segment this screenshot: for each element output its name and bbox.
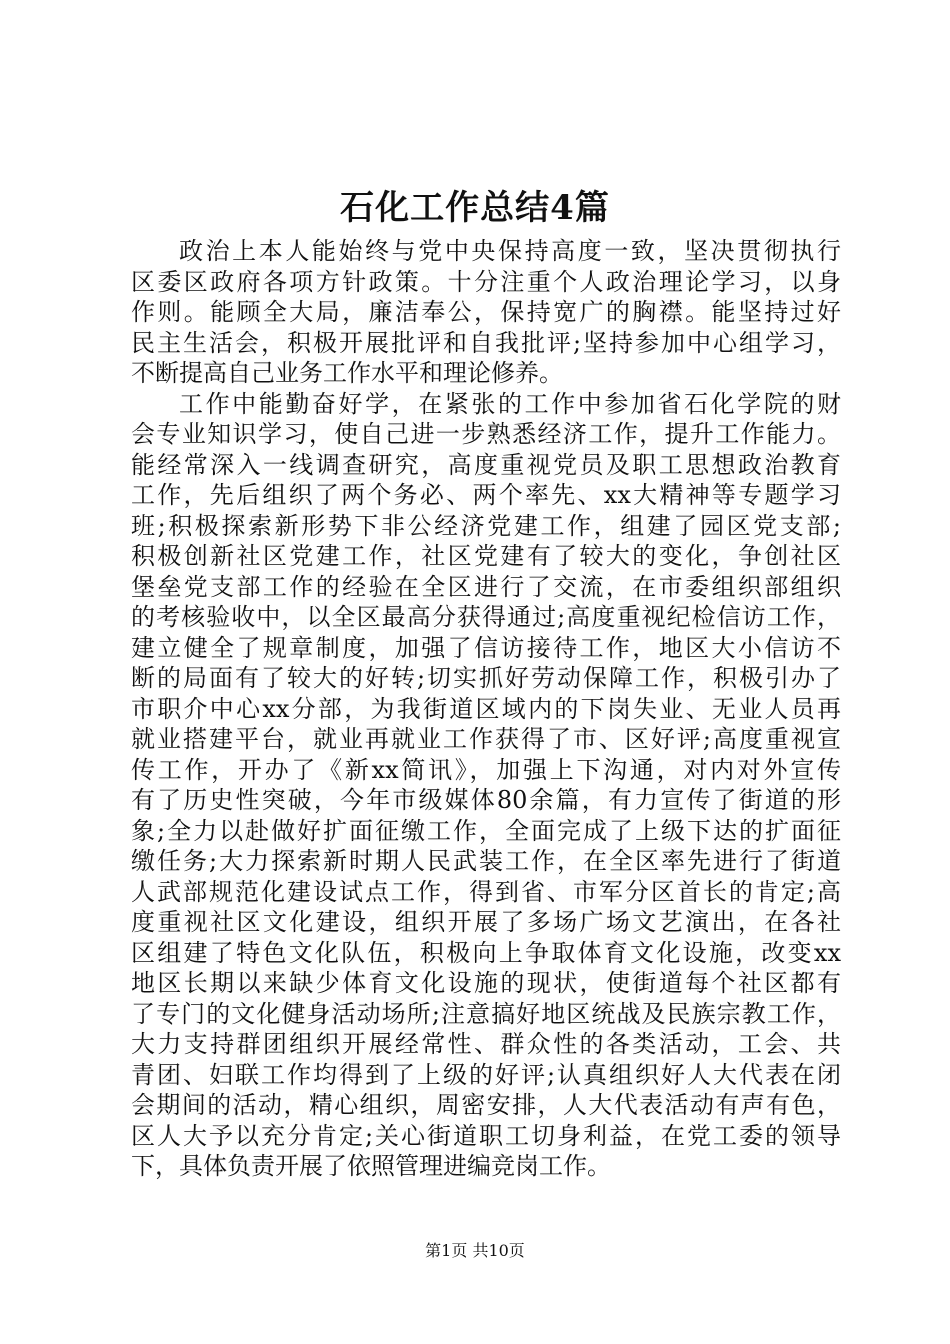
text-line: 人武部规范化建设试点工作，得到省、市军分区首长的肯定;高 bbox=[131, 877, 841, 906]
document-title: 石化工作总结4篇 bbox=[340, 188, 610, 228]
text-line: 象;全力以赴做好扩面征缴工作，全面完成了上级下达的扩面征 bbox=[131, 816, 841, 845]
text-line: 度重视社区文化建设，组织开展了多场广场文艺演出，在各社 bbox=[131, 908, 841, 936]
text-line: 就业搭建平台，就业再就业工作获得了市、区好评;高度重视宣 bbox=[131, 725, 841, 753]
text-line: 能经常深入一线调查研究，高度重视党员及职工思想政治教育 bbox=[131, 450, 841, 479]
text-line: 的考核验收中，以全区最高分获得通过;高度重视纪检信访工作， bbox=[131, 603, 841, 631]
text-line: 市职介中心xx分部，为我街道区域内的下岗失业、无业人员再 bbox=[131, 694, 841, 723]
paragraph-1 bbox=[131, 236, 841, 389]
text-line: 政治上本人能始终与党中央保持高度一致，坚决贯彻执行 bbox=[179, 237, 841, 265]
paragraph-2 bbox=[131, 389, 841, 1182]
page-footer: 第1页 共10页 bbox=[425, 1241, 525, 1260]
text-line: 班;积极探索新形势下非公经济党建工作，组建了园区党支部; bbox=[131, 511, 841, 540]
text-line: 堡垒党支部工作的经验在全区进行了交流，在市委组织部组织 bbox=[131, 572, 841, 601]
text-line: 工作中能勤奋好学，在紧张的工作中参加省石化学院的财 bbox=[179, 389, 841, 418]
text-line: 区委区政府各项方针政策。十分注重个人政治理论学习，以身 bbox=[131, 267, 841, 296]
text-line: 民主生活会，积极开展批评和自我批评;坚持参加中心组学习， bbox=[131, 328, 841, 357]
text-line: 作则。能顾全大局，廉洁奉公，保持宽广的胸襟。能坚持过好 bbox=[131, 298, 841, 326]
text-line: 地区长期以来缺少体育文化设施的现状，使街道每个社区都有 bbox=[131, 969, 841, 997]
text-line: 传工作，开办了《新xx简讯》，加强上下沟通，对内对外宣传 bbox=[131, 755, 841, 784]
text-line: 了专门的文化健身活动场所;注意搞好地区统战及民族宗教工作， bbox=[131, 999, 841, 1028]
text-line: 大力支持群团组织开展经常性、群众性的各类活动，工会、共 bbox=[131, 1030, 841, 1058]
text-line: 有了历史性突破，今年市级媒体80余篇，有力宣传了街道的形 bbox=[131, 786, 841, 814]
text-line: 不断提高自己业务工作水平和理论修养。 bbox=[131, 359, 563, 387]
text-line: 青团、妇联工作均得到了上级的好评;认真组织好人大代表在闭 bbox=[131, 1060, 841, 1089]
text-line: 工作，先后组织了两个务必、两个率先、xx大精神等专题学习 bbox=[131, 481, 841, 509]
text-line: 区组建了特色文化队伍，积极向上争取体育文化设施，改变xx bbox=[131, 938, 841, 967]
text-line: 积极创新社区党建工作，社区党建有了较大的变化，争创社区 bbox=[131, 542, 841, 570]
text-line: 断的局面有了较大的好转;切实抓好劳动保障工作，积极引办了 bbox=[131, 664, 841, 692]
text-line: 会专业知识学习，使自己进一步熟悉经济工作，提升工作能力。 bbox=[131, 420, 841, 448]
document-body bbox=[131, 236, 841, 1182]
text-line: 区人大予以充分肯定;关心街道职工切身利益，在党工委的领导 bbox=[131, 1121, 841, 1150]
text-line: 缴任务;大力探索新时期人民武装工作，在全区率先进行了街道 bbox=[131, 847, 841, 875]
text-line: 建立健全了规章制度，加强了信访接待工作，地区大小信访不 bbox=[131, 633, 841, 662]
text-line: 会期间的活动，精心组织，周密安排，人大代表活动有声有色， bbox=[131, 1091, 841, 1119]
text-line: 下，具体负责开展了依照管理进编竞岗工作。 bbox=[131, 1152, 611, 1180]
